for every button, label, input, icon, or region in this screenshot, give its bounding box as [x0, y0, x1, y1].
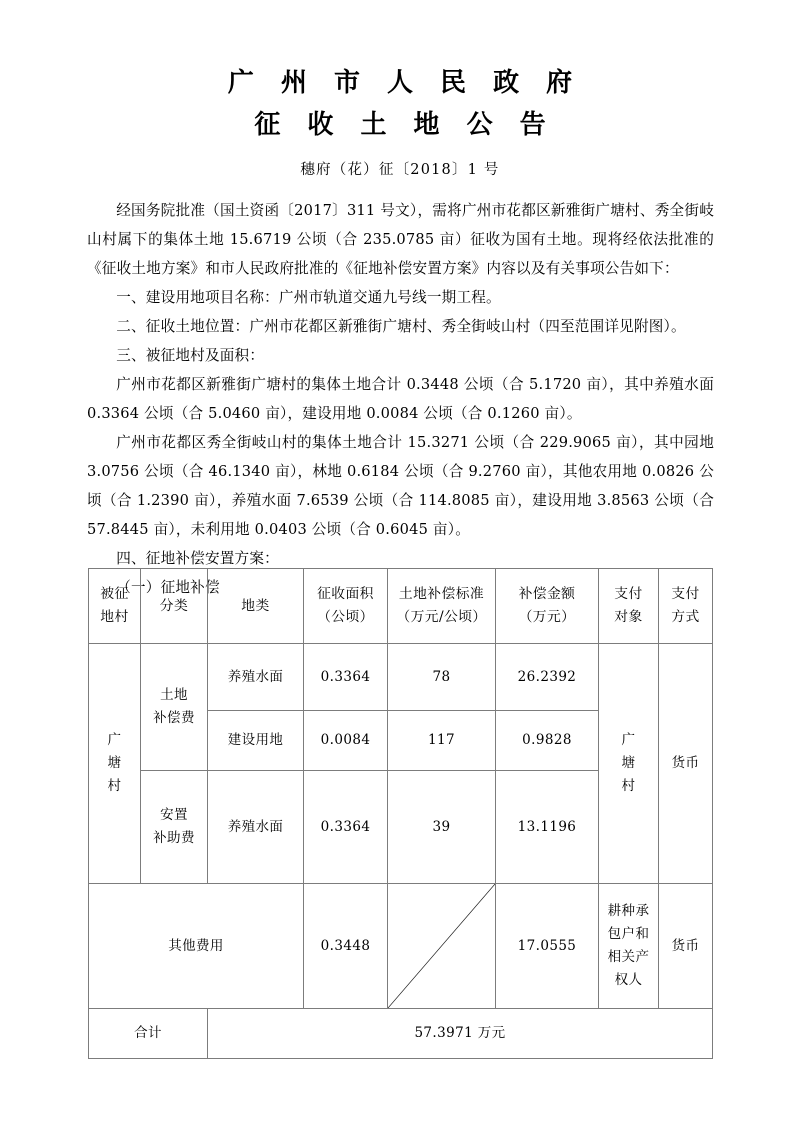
diagonal-strike-icon: [388, 884, 495, 1008]
header-amount: [496, 569, 599, 644]
cell-landtype: 建设用地: [208, 711, 304, 771]
table-row: [89, 644, 713, 711]
cell-amount: 26.2392: [496, 644, 599, 711]
cell-payment-method: 货币: [659, 644, 713, 884]
header-area-line-1: 征收面积: [317, 586, 374, 602]
category-line-1: 安置: [160, 807, 188, 823]
header-village-line-1: 被征: [100, 586, 129, 602]
cell-category-land-compensation: [141, 644, 208, 771]
paragraph-guangtang-area: 广州市花都区新雅街广塘村的集体土地合计 0.3448 公顷（合 5.1720 亩），其中养殖水面 0.3364 公顷（合 5.0460 亩），建设用地 0.0084 公顷（合 0.1260 亩）。: [87, 376, 714, 422]
cell-other-fee-payee: [599, 884, 659, 1009]
header-method-line-2: 方式: [671, 609, 700, 625]
document-number: 穗府（花）征〔2018〕1 号: [300, 162, 500, 178]
header-payee: [599, 569, 659, 644]
header-area-line-2: （公顷）: [317, 609, 374, 625]
header-village: [89, 569, 141, 644]
page-title-line-1: 广 州 市 人 民 政 府: [227, 68, 582, 98]
cell-other-fee-standard-empty: [388, 884, 496, 1009]
cell-other-fee-area: 0.3448: [304, 884, 388, 1009]
cell-standard: 39: [388, 771, 496, 884]
payee-line-4: 权人: [614, 972, 643, 988]
cell-category-resettlement: [141, 771, 208, 884]
header-standard-line-1: 土地补偿标准: [398, 586, 485, 602]
document-body: [0, 196, 800, 602]
cell-amount: 0.9828: [496, 711, 599, 771]
payee-char-3: 村: [621, 778, 636, 794]
header-payee-line-1: 支付: [614, 586, 643, 602]
header-village-line-2: 地村: [100, 609, 129, 625]
table-row-other-fee: [89, 884, 713, 1009]
cell-area: 0.3364: [304, 771, 388, 884]
cell-payee-guangtang: [599, 644, 659, 884]
category-line-2: 补偿费: [153, 710, 195, 726]
cell-total-label: 合计: [89, 1009, 208, 1059]
cell-other-fee-label: 其他费用: [89, 884, 304, 1009]
compensation-table: [88, 568, 713, 1059]
cell-amount: 13.1196: [496, 771, 599, 884]
village-char-1: 广: [107, 732, 122, 748]
cell-village-guangtang: [89, 644, 141, 884]
header-category: 分类: [141, 569, 208, 644]
payee-char-2: 塘: [621, 755, 636, 771]
payee-line-2: 包户和: [607, 926, 650, 942]
paragraph-item-2: 二、征收土地位置：广州市花都区新雅街广塘村、秀全街岐山村（四至范围详见附图）。: [116, 318, 686, 335]
header-standard-line-2: （万元/公顷）: [396, 609, 487, 625]
header-method-line-1: 支付: [671, 586, 700, 602]
paragraph-item-1: 一、建设用地项目名称：广州市轨道交通九号线一期工程。: [116, 289, 501, 306]
cell-area: 0.0084: [304, 711, 388, 771]
header-method: [659, 569, 713, 644]
payee-line-1: 耕种承: [607, 903, 650, 919]
village-char-2: 塘: [107, 755, 122, 771]
cell-standard: 117: [388, 711, 496, 771]
paragraph-item-3: 三、被征地村及面积：: [116, 347, 265, 364]
paragraph-item-4: 四、征地补偿安置方案：: [116, 550, 279, 567]
cell-other-fee-method: 货币: [659, 884, 713, 1009]
paragraph-subsection-1: （一）征地补偿: [116, 579, 220, 596]
payee-char-1: 广: [621, 732, 636, 748]
table-header-row: [89, 569, 713, 644]
header-amount-line-2: （万元）: [518, 609, 576, 625]
village-char-3: 村: [107, 778, 122, 794]
header-landtype: 地类: [208, 569, 304, 644]
category-line-1: 土地: [160, 687, 188, 703]
paragraph-qishan-area: 广州市花都区秀全街岐山村的集体土地合计 15.3271 公顷（合 229.9065 亩），其中园地 3.0756 公顷（合 46.1340 亩），林地 0.6184 公顷（合 9.2760 亩），其他农用地 0.0826 公顷（合 1.2390 亩），养殖水面 7.6539 公顷（合 114.8085 亩），建设用地 3.8563 公顷（合 57.8445 亩），未利用地 0.0403 公顷（合 0.6045 亩）。: [87, 434, 714, 538]
category-line-2: 补助费: [153, 830, 195, 846]
page-title-line-2: 征 收 土 地 公 告: [254, 110, 555, 140]
cell-standard: 78: [388, 644, 496, 711]
paragraph-intro: 经国务院批准（国土资函〔2017〕311 号文），需将广州市花都区新雅街广塘村、秀全街岐山村属下的集体土地 15.6719 公顷（合 235.0785 亩）征收为国有土地。现将经依法批准的《征收土地方案》和市人民政府批准的《征地补偿安置方案》内容以及有关事项公告如下：: [87, 202, 714, 277]
header-amount-line-1: 补偿金额: [518, 586, 576, 602]
header-standard: [388, 569, 496, 644]
cell-landtype: 养殖水面: [208, 644, 304, 711]
cell-landtype: 养殖水面: [208, 771, 304, 884]
cell-area: 0.3364: [304, 644, 388, 711]
header-payee-line-2: 对象: [614, 609, 643, 625]
header-area: [304, 569, 388, 644]
title-block: [0, 62, 800, 180]
cell-other-fee-amount: 17.0555: [496, 884, 599, 1009]
cell-total-value: 57.3971 万元: [208, 1009, 713, 1059]
payee-line-3: 相关产: [607, 949, 650, 965]
compensation-table-wrapper: [88, 568, 712, 1059]
table-row-total: [89, 1009, 713, 1059]
